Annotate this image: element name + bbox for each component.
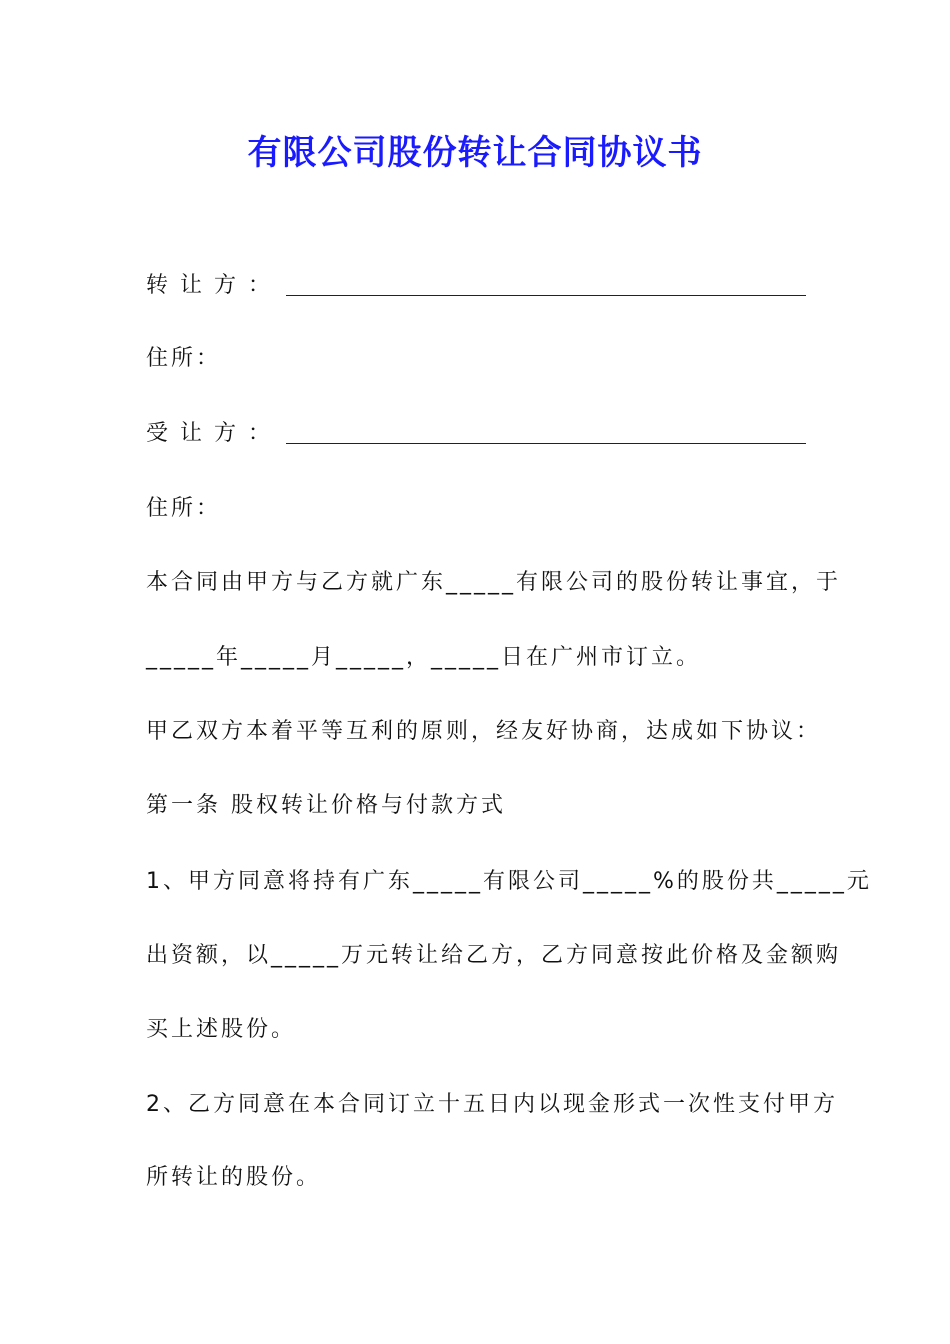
transferor-address-label: 住所： — [146, 346, 222, 371]
document-title: 有限公司股份转让合同协议书 — [247, 133, 703, 173]
transferor-line — [146, 270, 806, 302]
transferee-label: 受让方： — [146, 421, 283, 446]
paragraph-line: 2、乙方同意在本合同订立十五日内以现金形式一次性支付甲方 — [146, 1092, 838, 1117]
transferee-line — [146, 418, 806, 450]
paragraph-line: 出资额，以_____万元转让给乙方，乙方同意按此价格及金额购 — [146, 943, 842, 968]
paragraph-line: 买上述股份。 — [146, 1017, 297, 1042]
transferee-blank — [286, 443, 806, 444]
paragraph-line: _____年_____月_____，_____日在广州市订立。 — [146, 645, 702, 670]
paragraph-line: 所转让的股份。 — [146, 1165, 322, 1190]
paragraph-line: 1、甲方同意将持有广东_____有限公司_____%的股份共_____元 — [146, 869, 872, 894]
transferor-label: 转让方： — [146, 273, 283, 298]
paragraph-line: 本合同由甲方与乙方就广东_____有限公司的股份转让事宜，于 — [146, 570, 842, 595]
transferee-address-label: 住所： — [146, 496, 222, 521]
paragraph-line: 甲乙双方本着平等互利的原则，经友好协商，达成如下协议： — [146, 719, 822, 744]
transferor-blank — [286, 295, 806, 296]
section-heading: 第一条 股权转让价格与付款方式 — [146, 793, 506, 818]
